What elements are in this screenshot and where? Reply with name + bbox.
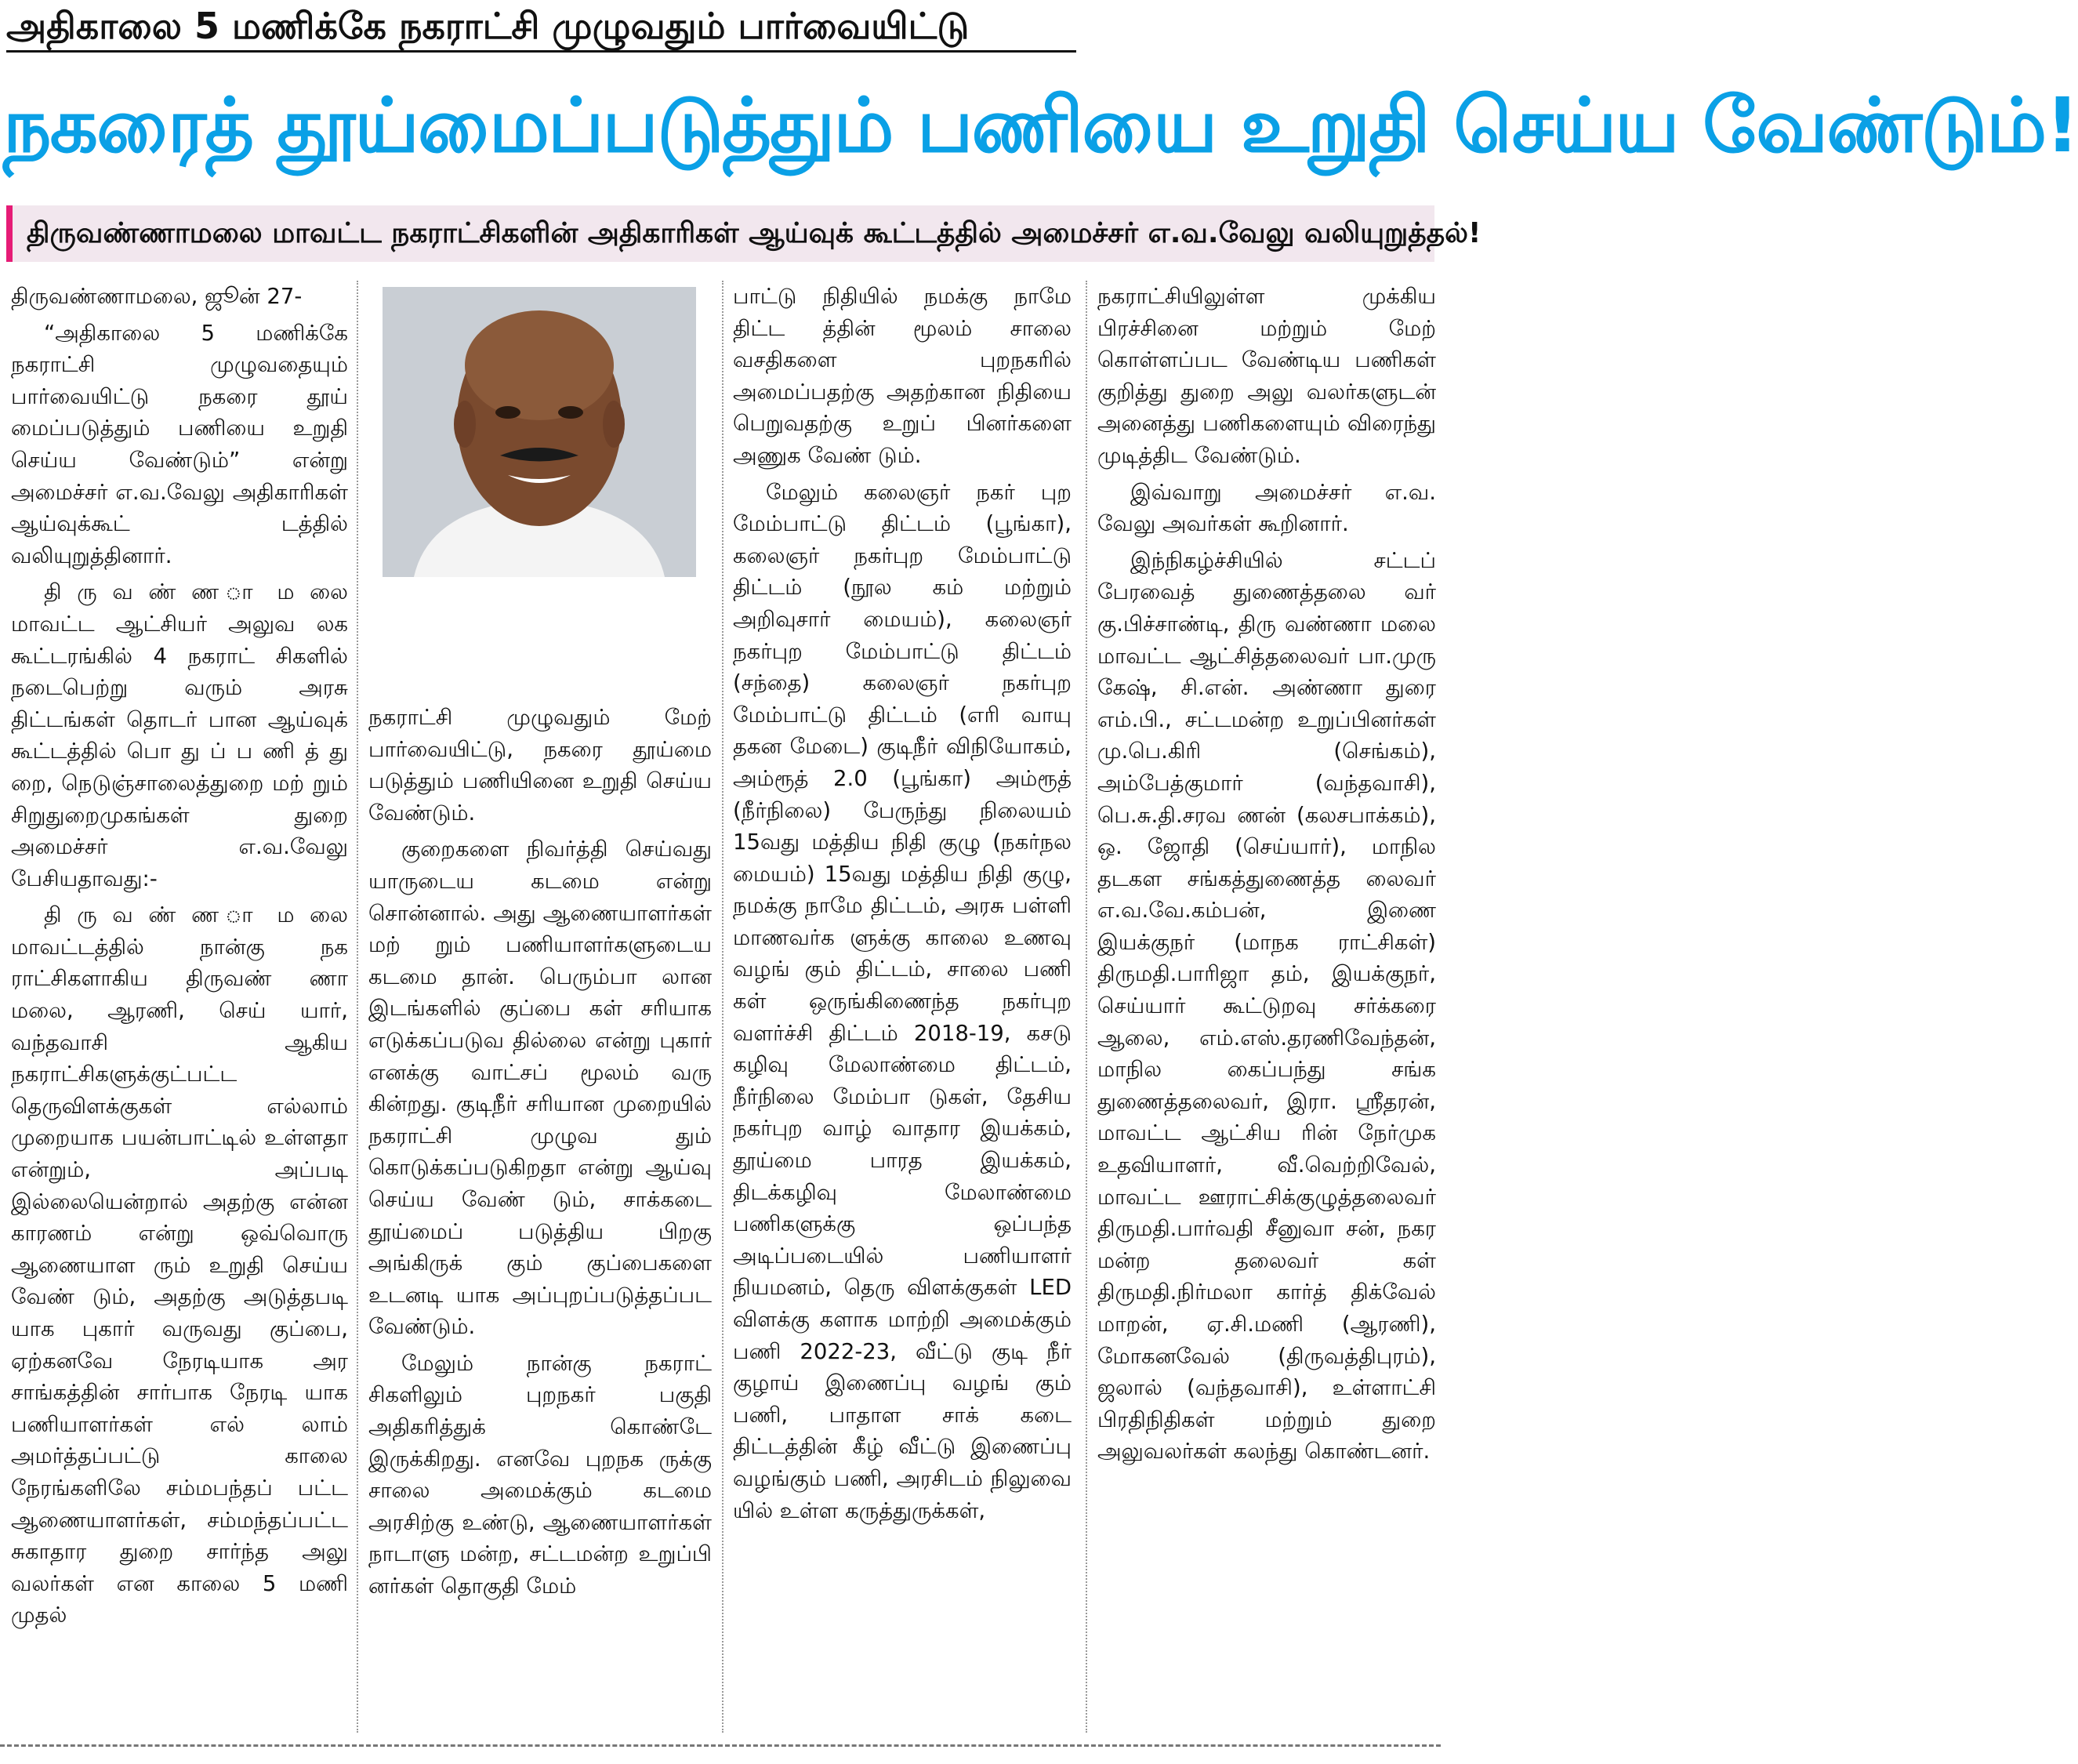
article-paragraph: தி ரு வ ண் ண ா ம லை மாவட்ட ஆட்சியர் அலுவ லக கூட்டரங்கில் 4 நகராட் சிகளில் நடைபெற்று வரும் அரசு திட்டங்கள் தொடர் பான ஆய்வுக் கூட்டத்தில் பொ து ப் ப ணி த் து றை, நெடுஞ்சாலைத்துறை மற் றும் சிறுதுறைமுகங்கள் துறை அமைச்சர் எ.வ.வேலு பேசியதாவது:- bbox=[11, 579, 348, 891]
article-column-1 bbox=[11, 281, 348, 1733]
article-paragraph: பாட்டு நிதியில் நமக்கு நாமே திட்ட த்தின் மூலம் சாலை வசதிகளை புறநகரில் அமைப்பதற்கு அதற்கான நிதியை பெறுவதற்கு உறுப் பினர்களை அணுக வேண் டும். bbox=[733, 284, 1072, 468]
footer-divider bbox=[0, 1744, 1441, 1747]
article-paragraph: “அதிகாலை 5 மணிக்கே நகராட்சி முழுவதையும் பார்வையிட்டு நகரை தூய் மைப்படுத்தும் பணியை உறுதி செய்ய வேண்டும்” என்று அமைச்சர் எ.வ.வேலு அதிகாரிகள் ஆய்வுக்கூட் டத்தில் வலியுறுத்தினார். bbox=[11, 320, 348, 568]
kicker-headline: அதிகாலை 5 மணிக்கே நகராட்சி முழுவதும் பார்வையிட்டு bbox=[6, 3, 1076, 53]
article-column-2 bbox=[368, 702, 712, 1733]
minister-photo bbox=[383, 287, 696, 577]
article-paragraph: மேலும் நான்கு நகராட் சிகளிலும் புறநகர் பகுதி அதிகரித்துக் கொண்டே இருக்கிறது. எனவே புறநக ருக்கு சாலை அமைக்கும் கடமை அரசிற்கு உண்டு, ஆணையாளர்கள் நாடாளு மன்ற, சட்டமன்ற உறுப்பி னர்கள் தொகுதி மேம் bbox=[368, 1350, 712, 1599]
article-paragraph: நகராட்சி முழுவதும் மேற் பார்வையிட்டு, நகரை தூய்மை படுத்தும் பணியினை உறுதி செய்ய வேண்டும். bbox=[368, 705, 712, 826]
article-paragraph: நகராட்சியிலுள்ள முக்கிய பிரச்சினை மற்றும் மேற் கொள்ளப்பட வேண்டிய பணிகள் குறித்து துறை அலு வலர்களுடன் அனைத்து பணிகளையும் விரைந்து முடித்திட வேண்டும். bbox=[1097, 284, 1436, 468]
dateline: திருவண்ணாமலை, ஜூன் 27- bbox=[11, 284, 303, 309]
article-paragraph: இவ்வாறு அமைச்சர் எ.வ. வேலு அவர்கள் கூறினார். bbox=[1097, 479, 1436, 537]
article-paragraph: இந்நிகழ்ச்சியில் சட்டப் பேரவைத் துணைத்தலை வர் கு.பிச்சாண்டி, திரு வண்ணா மலை மாவட்ட ஆட்சித்தலைவர் பா.முரு கேஷ், சி.என். அண்ணா துரை எம்.பி., சட்டமன்ற உறுப்பினர்கள் மு.பெ.கிரி (செங்கம்), அம்பேத்குமார் (வந்தவாசி), பெ.சு.தி.சரவ ணன் (கலசபாக்கம்), ஒ. ஜோதி (செய்யார்), மாநில தடகள சங்கத்துணைத்த லைவர் எ.வ.வே.கம்பன், இணை இயக்குநர் (மாநக ராட்சிகள்) திருமதி.பாரிஜா தம், இயக்குநர், செய்யார் கூட்டுறவு சர்க்கரை ஆலை, எம்.எஸ்.தரணிவேந்தன், மாநில கைப்பந்து சங்க துணைத்தலைவர், இரா. ஸ்ரீதரன், மாவட்ட ஆட்சிய ரின் நேர்முக உதவியாளர், வீ.வெற்றிவேல், மாவட்ட ஊராட்சிக்குழுத்தலைவர் திருமதி.பார்வதி சீனுவா சன், நகர மன்ற தலைவர் கள் திருமதி.நிர்மலா கார்த் திக்வேல் மாறன், ஏ.சி.மணி (ஆரணி), மோகனவேல் (திருவத்திபுரம்), ஜலால் (வந்தவாசி), உள்ளாட்சி பிரதிநிதிகள் மற்றும் துறை அலுவலர்கள் கலந்து கொண்டனர். bbox=[1097, 547, 1436, 1465]
sub-headline: திருவண்ணாமலை மாவட்ட நகராட்சிகளின் அதிகாரிகள் ஆய்வுக் கூட்டத்தில் அமைச்சர் எ.வ.வேலு வலியுறுத்தல்! bbox=[6, 205, 1434, 262]
article-column-3 bbox=[733, 281, 1072, 1733]
article-paragraph: தி ரு வ ண் ண ா ம லை மாவட்டத்தில் நான்கு நக ராட்சிகளாகிய திருவண் ணா மலை, ஆரணி, செய் யார், வந்தவாசி ஆகிய நகராட்சிகளுக்குட்பட்ட தெருவிளக்குகள் எல்லாம் முறையாக பயன்பாட்டில் உள்ளதா என்றும், அப்படி இல்லையென்றால் அதற்கு என்ன காரணம் என்று ஒவ்வொரு ஆணையாள ரும் உறுதி செய்ய வேண் டும், அதற்கு அடுத்தபடி யாக புகார் வருவது குப்பை, ஏற்கனவே நேரடியாக அர சாங்கத்தின் சார்பாக நேரடி யாக பணியாளர்கள் எல் லாம் அமர்த்தப்பட்டு காலை நேரங்களிலே சம்மபந்தப் பட்ட ஆணையாளர்கள், சம்மந்தப்பட்ட சுகாதார துறை சார்ந்த அலு வலர்கள் என காலை 5 மணி முதல் bbox=[11, 902, 348, 1628]
article-paragraph: மேலும் கலைஞர் நகர் புற மேம்பாட்டு திட்டம் (பூங்கா), கலைஞர் நகர்புற மேம்பாட்டு திட்டம் (நூல கம் மற்றும் அறிவுசார் மையம்), கலைஞர் நகர்புற மேம்பாட்டு திட்டம் (சந்தை) கலைஞர் நகர்புற மேம்பாட்டு திட்டம் (எரி வாயு தகன மேடை) குடிநீர் விநியோகம், அம்ரூத் 2.0 (பூங்கா) அம்ரூத் (நீர்நிலை) பேருந்து நிலையம் 15வது மத்திய நிதி குழு (நகர்நல மையம்) 15வது மத்திய நிதி குழு, நமக்கு நாமே திட்டம், அரசு பள்ளி மாணவர்க ளுக்கு காலை உணவு வழங் கும் திட்டம், சாலை பணி கள் ஒருங்கிணைந்த நகர்புற வளர்ச்சி திட்டம் 2018-19, கசடு கழிவு மேலாண்மை திட்டம், நீர்நிலை மேம்பா டுகள், தேசிய நகர்புற வாழ் வாதார இயக்கம், தூய்மை பாரத இயக்கம், திடக்கழிவு மேலாண்மை பணிகளுக்கு ஒப்பந்த அடிப்படையில் பணியாளர் நியமனம், தெரு விளக்குகள் LED விளக்கு களாக மாற்றி அமைக்கும் பணி 2022-23, வீட்டு குடி நீர் குழாய் இணைப்பு வழங் கும் பணி, பாதாள சாக் கடை திட்டத்தின் கீழ் வீட்டு இணைப்பு வழங்கும் பணி, அரசிடம் நிலுவை யில் உள்ள கருத்துருக்கள், bbox=[733, 479, 1072, 1523]
main-headline: நகரைத் தூய்மைப்படுத்தும் பணியை உறுதி செய்ய வேண்டும்! bbox=[3, 82, 2078, 169]
article-column-4 bbox=[1097, 281, 1436, 1733]
article-paragraph: குறைகளை நிவர்த்தி செய்வது யாருடைய கடமை என்று சொன்னால். அது ஆணையாளர்கள் மற் றும் பணியாளர்களுடைய கடமை தான். பெரும்பா லான இடங்களில் குப்பை கள் சரியாக எடுக்கப்படுவ தில்லை என்று புகார் எனக்கு வாட்சப் மூலம் வரு கின்றது. குடிநீர் சரியான முறையில் நகராட்சி முழுவ தும் கொடுக்கப்படுகிறதா என்று ஆய்வு செய்ய வேண் டும், சாக்கடை தூய்மைப் படுத்திய பிறகு அங்கிருக் கும் குப்பைகளை உடனடி யாக அப்புறப்படுத்தப்பட வேண்டும். bbox=[368, 837, 712, 1340]
